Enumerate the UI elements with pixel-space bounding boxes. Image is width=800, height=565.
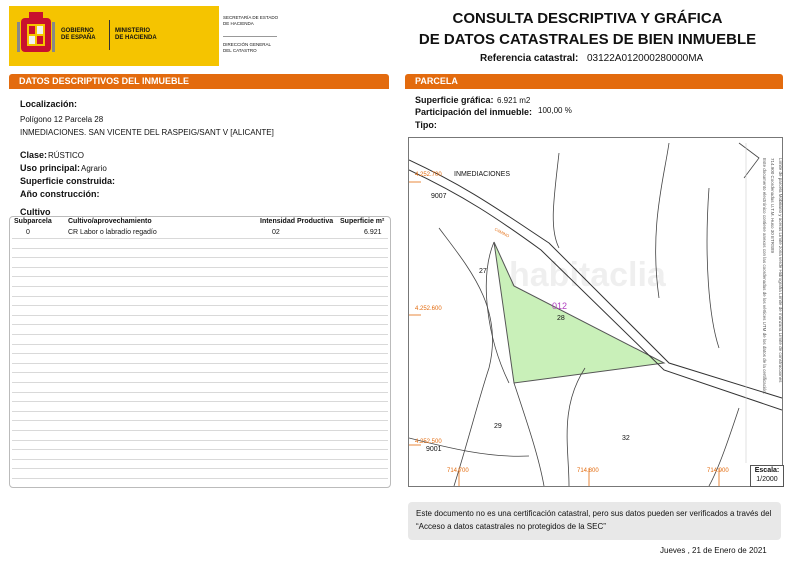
map-label-27: 27 — [479, 268, 487, 275]
localizacion-line2: INMEDIACIONES. SAN VICENTE DEL RASPEIG/SANT V [ALICANTE] — [20, 128, 274, 137]
coat-of-arms-icon — [17, 12, 55, 60]
cultivo-table — [9, 216, 391, 488]
legend-items: Límite de parcela Mobiliario y aceras Límite zona verde Hidrografía Límite de manzana Límite de construcciones — [778, 158, 783, 383]
map-label-29: 29 — [494, 423, 502, 430]
table-rule-line — [12, 296, 388, 297]
scale-box — [750, 465, 784, 487]
secretariat-label: SECRETARÍA DE ESTADO DE HACIENDA — [223, 15, 279, 26]
government-logo-block — [9, 6, 281, 66]
cell-superficie: 6.921 — [364, 229, 382, 236]
table-row — [10, 228, 390, 238]
table-rule-line — [12, 459, 388, 460]
table-rule-line — [12, 344, 388, 345]
header-subparcela: Subparcela — [14, 218, 52, 225]
table-rule-line — [12, 276, 388, 277]
table-rule-line — [12, 363, 388, 364]
section-title-prefix: DATOS DESCRIPTIVOS DEL — [19, 76, 143, 86]
participacion-label: Participación del inmueble: — [415, 107, 533, 117]
notice-box: Este documento no es una certificación catastral, pero sus datos pueden ser verificados a través del “Acceso a datos catastrales no protegidos de la SEC” — [408, 502, 781, 540]
table-rule-line — [12, 353, 388, 354]
y-tick-label: 4.252.500 — [415, 439, 442, 445]
gobierno-label: GOBIERNO DE ESPAÑA — [61, 28, 96, 41]
table-rule-line — [12, 315, 388, 316]
watermark-text: habitaclia — [509, 256, 666, 294]
table-rule-line — [12, 248, 388, 249]
map-label-inmediaciones: INMEDIACIONES — [454, 171, 511, 178]
superficie-construida-label: Superficie construida: — [20, 176, 116, 186]
table-rule-line — [12, 238, 388, 239]
y-tick-label: 4.252.700 — [415, 172, 442, 178]
cell-intensidad: 02 — [272, 229, 280, 236]
y-tick-label: 4.252.600 — [415, 306, 442, 312]
localizacion-label: Localización: — [20, 99, 78, 109]
cultivo-label: Cultivo — [20, 207, 51, 217]
footer-date: Jueves , 21 de Enero de 2021 — [660, 546, 767, 555]
map-label-9007: 9007 — [431, 193, 447, 200]
x-tick-label: 714.800 — [577, 468, 599, 474]
sup-grafica-label: Superficie gráfica: — [415, 95, 494, 105]
map-label-9001: 9001 — [426, 446, 442, 453]
parcel-boundary — [739, 143, 759, 178]
scale-value: 1/2000 — [756, 476, 778, 483]
table-rule-line — [12, 267, 388, 268]
uso-label: Uso principal: — [20, 163, 81, 173]
table-rule-line — [12, 257, 388, 258]
ref-label: Referencia catastral: — [480, 53, 579, 64]
section-title-suffix: INMUEBLE — [142, 76, 190, 86]
table-rule-line — [12, 420, 388, 421]
parcel-boundary — [514, 383, 544, 486]
uso-value: Agrario — [81, 164, 107, 173]
table-rule-line — [12, 440, 388, 441]
map-label-parcel-code: 012 — [552, 301, 568, 311]
parcel-boundary — [707, 188, 719, 348]
cadastral-map[interactable] — [408, 137, 783, 487]
clase-value: RÚSTICO — [48, 151, 84, 160]
tipo-label: Tipo: — [415, 120, 437, 130]
map-label-32: 32 — [622, 435, 630, 442]
table-rule-line — [12, 468, 388, 469]
secretariat-box — [219, 6, 281, 66]
table-rule-line — [12, 305, 388, 306]
table-rule-line — [12, 324, 388, 325]
header-cultivo: Cultivo/aprovechamiento — [68, 218, 152, 225]
anio-construccion-label: Año construcción: — [20, 189, 100, 199]
x-tick-label: 714.900 — [707, 468, 729, 474]
direction-label: DIRECCIÓN GENERAL DEL CATASTRO — [223, 42, 272, 53]
table-rule-line — [12, 411, 388, 412]
scale-label: Escala: — [754, 467, 780, 474]
legend-coordinates: 714.900 Coordenadas U.T.M. Huso 30 ETRS89 — [770, 158, 775, 254]
parcel-boundary — [553, 153, 559, 248]
table-rule-line — [12, 401, 388, 402]
map-label-camino: CAMINO — [493, 226, 511, 239]
parcela-section-header: PARCELA — [405, 74, 783, 89]
sup-grafica-value: 6.921 m2 — [497, 96, 531, 105]
participacion-value: 100,00 % — [538, 106, 572, 115]
document-title: CONSULTA DESCRIPTIVA Y GRÁFICA DE DATOS CATASTRALES DE BIEN INMUEBLE — [418, 10, 757, 48]
parcel-boundary — [709, 408, 739, 486]
ref-value: 03122A012000280000MA — [587, 53, 704, 64]
x-tick-label: 714.700 — [447, 468, 469, 474]
cell-cultivo: CR Labor o labradío regadío — [68, 229, 157, 236]
table-rule-line — [12, 478, 388, 479]
clase-label: Clase: — [20, 150, 48, 160]
legend-notice: Este documento electrónico contiene anexos con las coordenadas de los vértices UTM de los datos de la certificación. — [762, 158, 767, 395]
table-rule-line — [12, 372, 388, 373]
header-superficie: Superficie m² — [340, 218, 385, 225]
table-rule-line — [12, 449, 388, 450]
header-intensidad: Intensidad Productiva — [260, 218, 334, 225]
ministry-label: MINISTERIO DE HACIENDA — [115, 28, 157, 41]
table-rule-line — [12, 392, 388, 393]
cell-subparcela: 0 — [26, 229, 30, 236]
cultivo-table-header — [10, 217, 390, 228]
table-rule-line — [12, 430, 388, 431]
table-rule-line — [12, 286, 388, 287]
table-rule-line — [12, 334, 388, 335]
descriptive-section-header — [9, 74, 389, 89]
map-label-28: 28 — [557, 315, 565, 322]
table-rule-line — [12, 382, 388, 383]
localizacion-line1: Polígono 12 Parcela 28 — [20, 115, 104, 124]
